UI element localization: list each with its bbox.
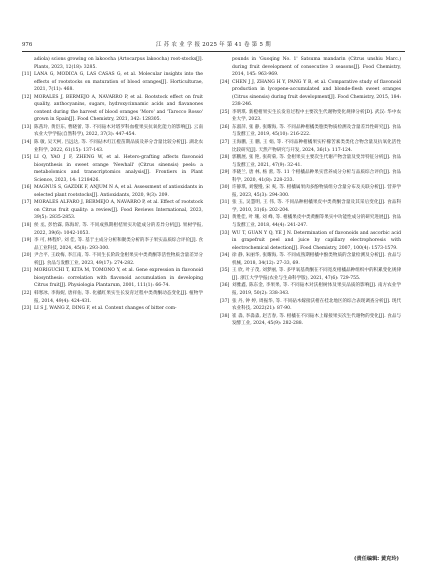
reference-entry [22,222,203,237]
reference-entry [220,154,401,169]
reference-text: 陈 敏, 吴天柯, 吕远达, 等. 不同砧木红江橙苗期品质及养分含量比较分析[J]. 湖北农业科学, 2022, 61(15): 137-143. [34,140,203,153]
reference-entry [220,252,401,267]
reference-number: [36] [220,283,230,289]
reference-entry [22,124,203,139]
reference-text: 陈茜玲, 黄臣东, 曹晓蕾, 等. 不同砧木对塔罗科血橙果实抗氧化能力的影响[J]. 云南农业大学学报(自然科学), 2022, 37(3): 447-454. [34,124,203,138]
reference-number: [11] [22,72,32,78]
reference-number: [14] [22,140,32,146]
reference-number: [38] [220,313,230,319]
reference-text: CHEN J J, ZHANG H Y, PANG Y B, et al. Comparative study of flavonoid production in lycopene-accumulated and blonde-flesh sweet oranges (Citrus sinensis) during fruit development[J]. Food Chemistry, 2015, 184: 238-246. [232,79,401,108]
reference-text: LI Q, YAO J F, ZHENG W, et al. Hetero-grafting affects flavonoid biosynthesis in sweet orange 'Newhall' (Citrus sinensis) peels: a metabolomics and transcriptomics analysis[J]. Frontiers in Plant Science, 2023, 14: 1218426. [34,155,203,183]
reference-entry [22,267,203,290]
reference-text: 王海鹏, 王 鹏, 王 娟, 等. 不同品种柑橘果实柠檬苦素类类化合物含量及抗氧化活性比较研究[J]. 天然产物研究与开发, 2024, 36(1): 117-124. [232,140,401,153]
reference-number: [23] [22,306,32,312]
reference-text: 东淑萍, 张 静, 张耀海, 等. 不同品种柑橘类胞类物质检测及含量差异性研究[J]. 食品与发酵工业, 2019, 45(10): 216-222. [232,124,401,138]
responsible-editor: (责任编辑: 黄克玲) [354,556,399,562]
reference-text: LANA G, MODICA G, LAS CASAS G, et al. Molecular insights into the effects of rootstocks on maturation of blood oranges[J]. Horticulturae, 2021, 7(11): 468. [34,72,203,93]
page-number: 976 [22,42,33,48]
reference-text: MORIGUCHI T, KITA M, TOMONO Y, et al. Gene expression in flavonoid biosynthesis: correlation with flavonoid accumulation in developing Citrus fruit[J]. Physiologia Plantarum, 2001, 111(1): 66-74. [34,268,203,289]
journal-running-title: 江 苏 农 业 学 报 2025 年 第 41 卷 第 5 期 [156,42,271,48]
reference-text: 李明琪. 新橙柑果实生长发育过程中主要次生代谢物变化规律分析[D]. 武汉: 华中农业大学, 2023. [232,109,401,123]
reference-entry [22,237,203,252]
reference-number: [29] [220,170,230,176]
reference-entry [22,94,203,124]
reference-number: [18] [22,223,32,229]
reference-entry [22,184,203,199]
reference-entry [220,56,401,79]
reference-number: [19] [22,238,32,244]
reference-text: 侯 丞, 彭怡霖, 陈海圻, 等. 不同成熟期柑桔果实功能成分的差异分析[J]. 果树学报, 2022, 39(6): 1042-1053. [34,223,203,236]
reference-text: 张 玉, 吴慧明, 王 伟, 等. 不同品种柑橘果皮中类黄酮含量及其采后变化[J]. 食品科学, 2010, 31(6): 202-204. [232,200,401,213]
reference-text: pounds in 'Guoqing No. 1' Satsuma mandarin (Citrus unshiu Marc.) during fruit development of consecutive 3 seasons[J]. Food Chemistry, 2014, 145: 963-969. [232,57,401,78]
reference-number: [30] [220,185,230,191]
page-header [22,40,405,50]
reference-entry [22,56,203,71]
reference-text: 崔 淼, 李淼淼, 赵吉春, 等. 柑橘在不同砧木上嫁接果实次生代谢物的变化[J]. 食品与发酵工业, 2024, 45(9): 282-288. [232,313,401,327]
reference-entry [220,169,401,184]
reference-text: adiola) scions growing on lakoocha (Artocarpus lakoocha) root-stocks[J]. Plants, 2023, 12(18): 3285. [34,57,203,70]
reference-number: [27] [220,140,230,146]
reference-number: [37] [220,298,230,304]
reference-number: [21] [22,268,32,274]
reference-text: 张 丹, 钟 婷, 周振华, 等. 不同砧木嫁接沃柑在桂北地区的综合表现调查分析[J]. 现代农业科技, 2022(21): 87-90. [232,298,401,312]
reference-number: [24] [220,79,230,85]
reference-entry [220,184,401,199]
reference-entry [220,139,401,154]
reference-entry [220,267,401,282]
reference-text: 黄胜佳, 叶 珊, 刘 峰, 等. 柑橘果皮中类黄酮等果实中功能性成分的研究进展[J]. 食品与发酵工业, 2018, 44(4): 241-247. [232,215,401,229]
reference-text: 徐 静, 朱丽华, 张耀海, 等. 不同成熟期柑橘中酚类物质的含量检测及分析[J]. 食品与机械, 2018, 34(12): 27-33, 69. [232,253,401,266]
reference-text: MAGNUS S, GAZDIK F, ANJUM N A, et al. Assessment of antioxidants in selected plant rootstocks[J]. Antioxidants, 2020, 9(3): 209. [34,185,203,198]
reference-entry [22,305,203,313]
reference-text: 尹合平, 王政梅, 李江南, 等. 不同生长阶段金柑果实中类黄酮等活性物质含量差异分析[J]. 食品与发酵工业, 2023, 49(17): 274-282. [34,253,203,266]
reference-number: [35] [220,268,230,274]
reference-number: [33] [220,230,230,236]
reference-entry [220,214,401,229]
reference-text: 郭鹏展, 张 艳, 张荷菊, 等. 金柑果实主要次生代谢产物含量及变异特征分析[J]. 食品与发酵工业, 2021, 47(9): 32-41. [232,155,401,168]
reference-number: [28] [220,155,230,161]
reference-text: 许静琪, 刘慢慢, 宋 爽, 等. 柑橘属果肉多酚物质组分含量分布及关联分析[J]. 营养学报, 2023, 45(3): 294-300. [232,185,401,198]
reference-text: WU T, GUAN Y Q, YE J N. Determination of flavonoids and ascorbic acid in grapefruit peel and juice by capillary electrophoresis with electrochemical detection[J]. Food Chemistry, 2007, 100(4): 1573-1579. [232,230,401,251]
reference-entry [220,313,401,328]
reference-number: [16] [22,185,32,191]
reference-number: [22] [22,290,32,296]
reference-entry [22,290,203,305]
reference-entry [220,199,401,214]
reference-text: MORALES ALFARO J, BERMEJO A, NAVARRO P, et al. Effect of rootstock on Citrus fruit quality: a review[J]. Food Reviews International, 2023, 39(5): 2835-2853. [34,200,203,221]
reference-text: 刘雅鑫, 陈东金, 李果果, 等. 不同砧木对沃柑树体及果实品质的影响[J]. 南方农业学报, 2019, 50(2): 338-343. [232,283,401,296]
reference-entry [220,109,401,124]
reference-number: [17] [22,200,32,206]
reference-text: 李晓兰, 唐 林, 杨 蕾, 等. 11 个柑橘品种果实营养成分分析与品质综合评价[J]. 食品科学, 2020, 41(8): 228-233. [232,170,401,183]
reference-text: LI S J, WANG Z, DING F, et al. Content changes of bitter com- [34,306,177,312]
reference-number: [12] [22,94,32,100]
reference-number: [13] [22,124,32,130]
right-reference-column [220,56,401,328]
reference-number: [26] [220,124,230,130]
reference-number: [20] [22,253,32,259]
left-reference-column [22,56,203,313]
reference-entry [22,199,203,222]
reference-entry [220,298,401,313]
reference-text: 韩寒冰, 李海妮, 唐祥佑, 等. 化橘红果实生长发育过程中类黄酮动态变化[J]. 植物学报, 2014, 49(4): 424-431. [34,290,203,304]
reference-number: [34] [220,253,230,259]
reference-entry [220,230,401,253]
header-rule [22,51,405,52]
reference-entry [22,139,203,154]
reference-entry [22,252,203,267]
reference-number: [32] [220,215,230,221]
reference-number: [25] [220,109,230,115]
reference-entry [220,282,401,297]
reference-text: MORALES J, BERMEJO A, NAVARRO P, et al. Rootstock effect on fruit quality, anthocyanins, sugars, hydroxycinnamic acids and flavanones content during the harvest of blood oranges 'Moro' and 'Tarocco Rosso' grown in Spain[J]. Food Chemistry, 2021, 342: 128305. [34,94,203,123]
reference-entry [22,154,203,184]
reference-text: 李 可, 林程炉, 刘 佳, 等. 基于主成分分析和聚类分析的李子果实品质综合评价[J]. 食品工业科技, 2024, 45(8): 293-300. [34,238,203,251]
reference-text: 王 欣, 叶子茂, 刘梦丽, 等. 多甲氧基黄酮在不同宽皮柑橘品种组织中的积累变化规律[J]. 浙江大学学报(农业与生命科学版), 2021, 47(6): 729-755. [232,268,401,281]
reference-entry [22,71,203,94]
reference-number: [31] [220,200,230,206]
reference-number: [15] [22,155,32,161]
reference-entry [220,79,401,109]
reference-entry [220,124,401,139]
